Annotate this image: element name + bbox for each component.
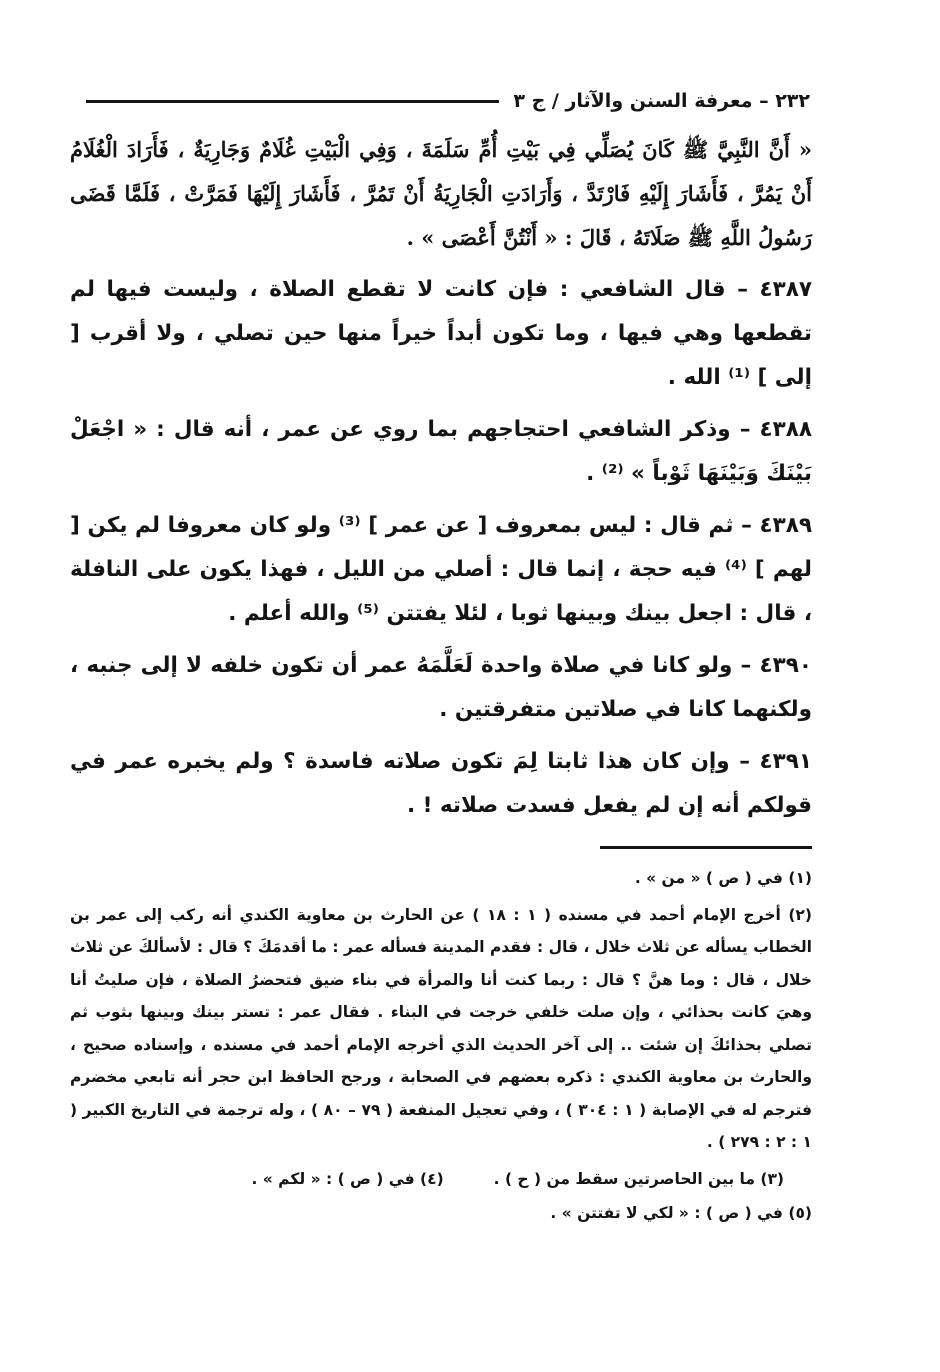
footnote-3: (٣) ما بين الحاصرتين سقط من ( ح ) .	[493, 1169, 784, 1188]
paragraph-text: – ولو كانا في صلاة واحدة لَعَلَّمَهُ عمر أن تكون خلفه لا إلى جنبه ، ولكنهما كانا في صلاتين متفرقتين .	[70, 653, 812, 722]
header-rule	[86, 100, 499, 103]
paragraph-4387	[70, 268, 812, 400]
paragraph-text: – وإن كان هذا ثابتا لِمَ تكون صلاته فاسدة ؟ ولم يخبره عمر في قولكم أنه إن لم يفعل فسدت صلاته ! .	[70, 749, 812, 818]
footnote-5: (٥) في ( ص ) : « لكي لا تفتتن » .	[550, 1204, 812, 1222]
paragraph-number: ٤٣٩١	[759, 749, 812, 774]
footnote-2: (٢) أخرج الإمام أحمد في مسنده ( ١ : ١٨ ) عن الحارث بن معاوية الكندي أنه ركب إلى عمر بن الخطاب يسأله عن ثلاث خلال ، قال : فقدم المدينة فسأله عمر : ما أقدمَكَ ؟ قال : لأسألكَ عن ثلاث خلال ، قال : وما هنَّ ؟ قال : ربما كنت أنا والمرأة في بناء ضيق فتحضرُ الصلاة ، فإن صليتُ أنا وهيَ كانت بحذائي ، وإن صلت خلفي خرجت في البناء . فقال عمر : تستر بينك وبينها بثوب ثم تصلي بحذائكَ إن شئت .. إلى آخر الحديث الذي أخرجه الإمام أحمد في مسنده ، وإسناده صحيح ، والحارث بن معاوية الكندي : ذكره بعضهم في الصحابة ، ورجح الحافظ ابن حجر أنه تابعي مخضرم فترجم له في الإصابة ( ١ : ٣٠٤ ) ، وفي تعجيل المنفعة ( ٧٩ – ٨٠ ) ، وله ترجمة في التاريخ الكبير ( ١ : ٢ : ٢٧٩ ) .	[70, 905, 812, 1151]
paragraph-number: ٤٣٩٠	[759, 653, 812, 678]
paragraph-4389	[70, 504, 812, 636]
footnotes	[70, 862, 812, 1234]
paragraph-number: ٤٣٨٧	[759, 277, 812, 302]
paragraph-text: « أَنَّ النَّبِيَّ ﷺ كَانَ يُصَلِّي فِي بَيْتِ أُمِّ سَلَمَةَ ، وَفِي الْبَيْتِ غُلَامٌ وَجَارِيَةٌ ، فَأَرَادَ الْغُلَامُ أَنْ يَمُرَّ ، فَأَشَارَ إِلَيْهِ فَارْتَدَّ ، وَأَرَادَتِ الْجَارِيَةُ أَنْ تَمُرَّ ، فَأَشَارَ إِلَيْهَا فَمَرَّتْ ، فَلَمَّا قَضَى رَسُولُ اللَّهِ ﷺ صَلَاتَهُ ، قَالَ : « أَنْتُنَّ أَعْصَى » .	[70, 137, 812, 250]
paragraph-4391	[70, 740, 812, 828]
footnote-separator	[600, 846, 812, 849]
paragraph-text: – قال الشافعي : فإن كانت لا تقطع الصلاة ، وليست فيها لم تقطعها وهي فيها ، وما تكون أبداً خيراً منها حين تصلي ، ولا أقرب [ إلى ] ⁽¹⁾ الله .	[70, 277, 812, 390]
paragraph-text: – وذكر الشافعي احتجاجهم بما روي عن عمر ، أنه قال : « اجْعَلْ بَيْنَكَ وَبَيْنَهَا ثَوْباً » ⁽²⁾ .	[70, 417, 812, 486]
running-head	[86, 86, 810, 116]
paragraph-number: ٤٣٨٨	[759, 417, 812, 442]
page-header-title: ٢٣٢ – معرفة السنن والآثار / ج ٣	[513, 90, 810, 112]
footnote-row-3-4	[70, 1163, 812, 1196]
footnote-1: (١) في ( ص ) « من » .	[634, 869, 812, 887]
hadith-paragraph	[70, 128, 812, 260]
paragraph-4388	[70, 408, 812, 496]
footnote-4: (٤) في ( ص ) : « لكم » .	[251, 1169, 444, 1188]
paragraph-text: – ثم قال : ليس بمعروف [ عن عمر ] ⁽³⁾ ولو كان معروفا لم يكن [ لهم ] ⁽⁴⁾ فيه حجة ، إنما قال : أصلي من الليل ، فهذا يكون على النافلة ، قال : اجعل بينك وبينها ثوبا ، لئلا يفتتن ⁽⁵⁾ والله أعلم .	[70, 513, 812, 626]
main-text	[70, 128, 812, 836]
paragraph-4390	[70, 644, 812, 732]
paragraph-number: ٤٣٨٩	[759, 513, 813, 538]
